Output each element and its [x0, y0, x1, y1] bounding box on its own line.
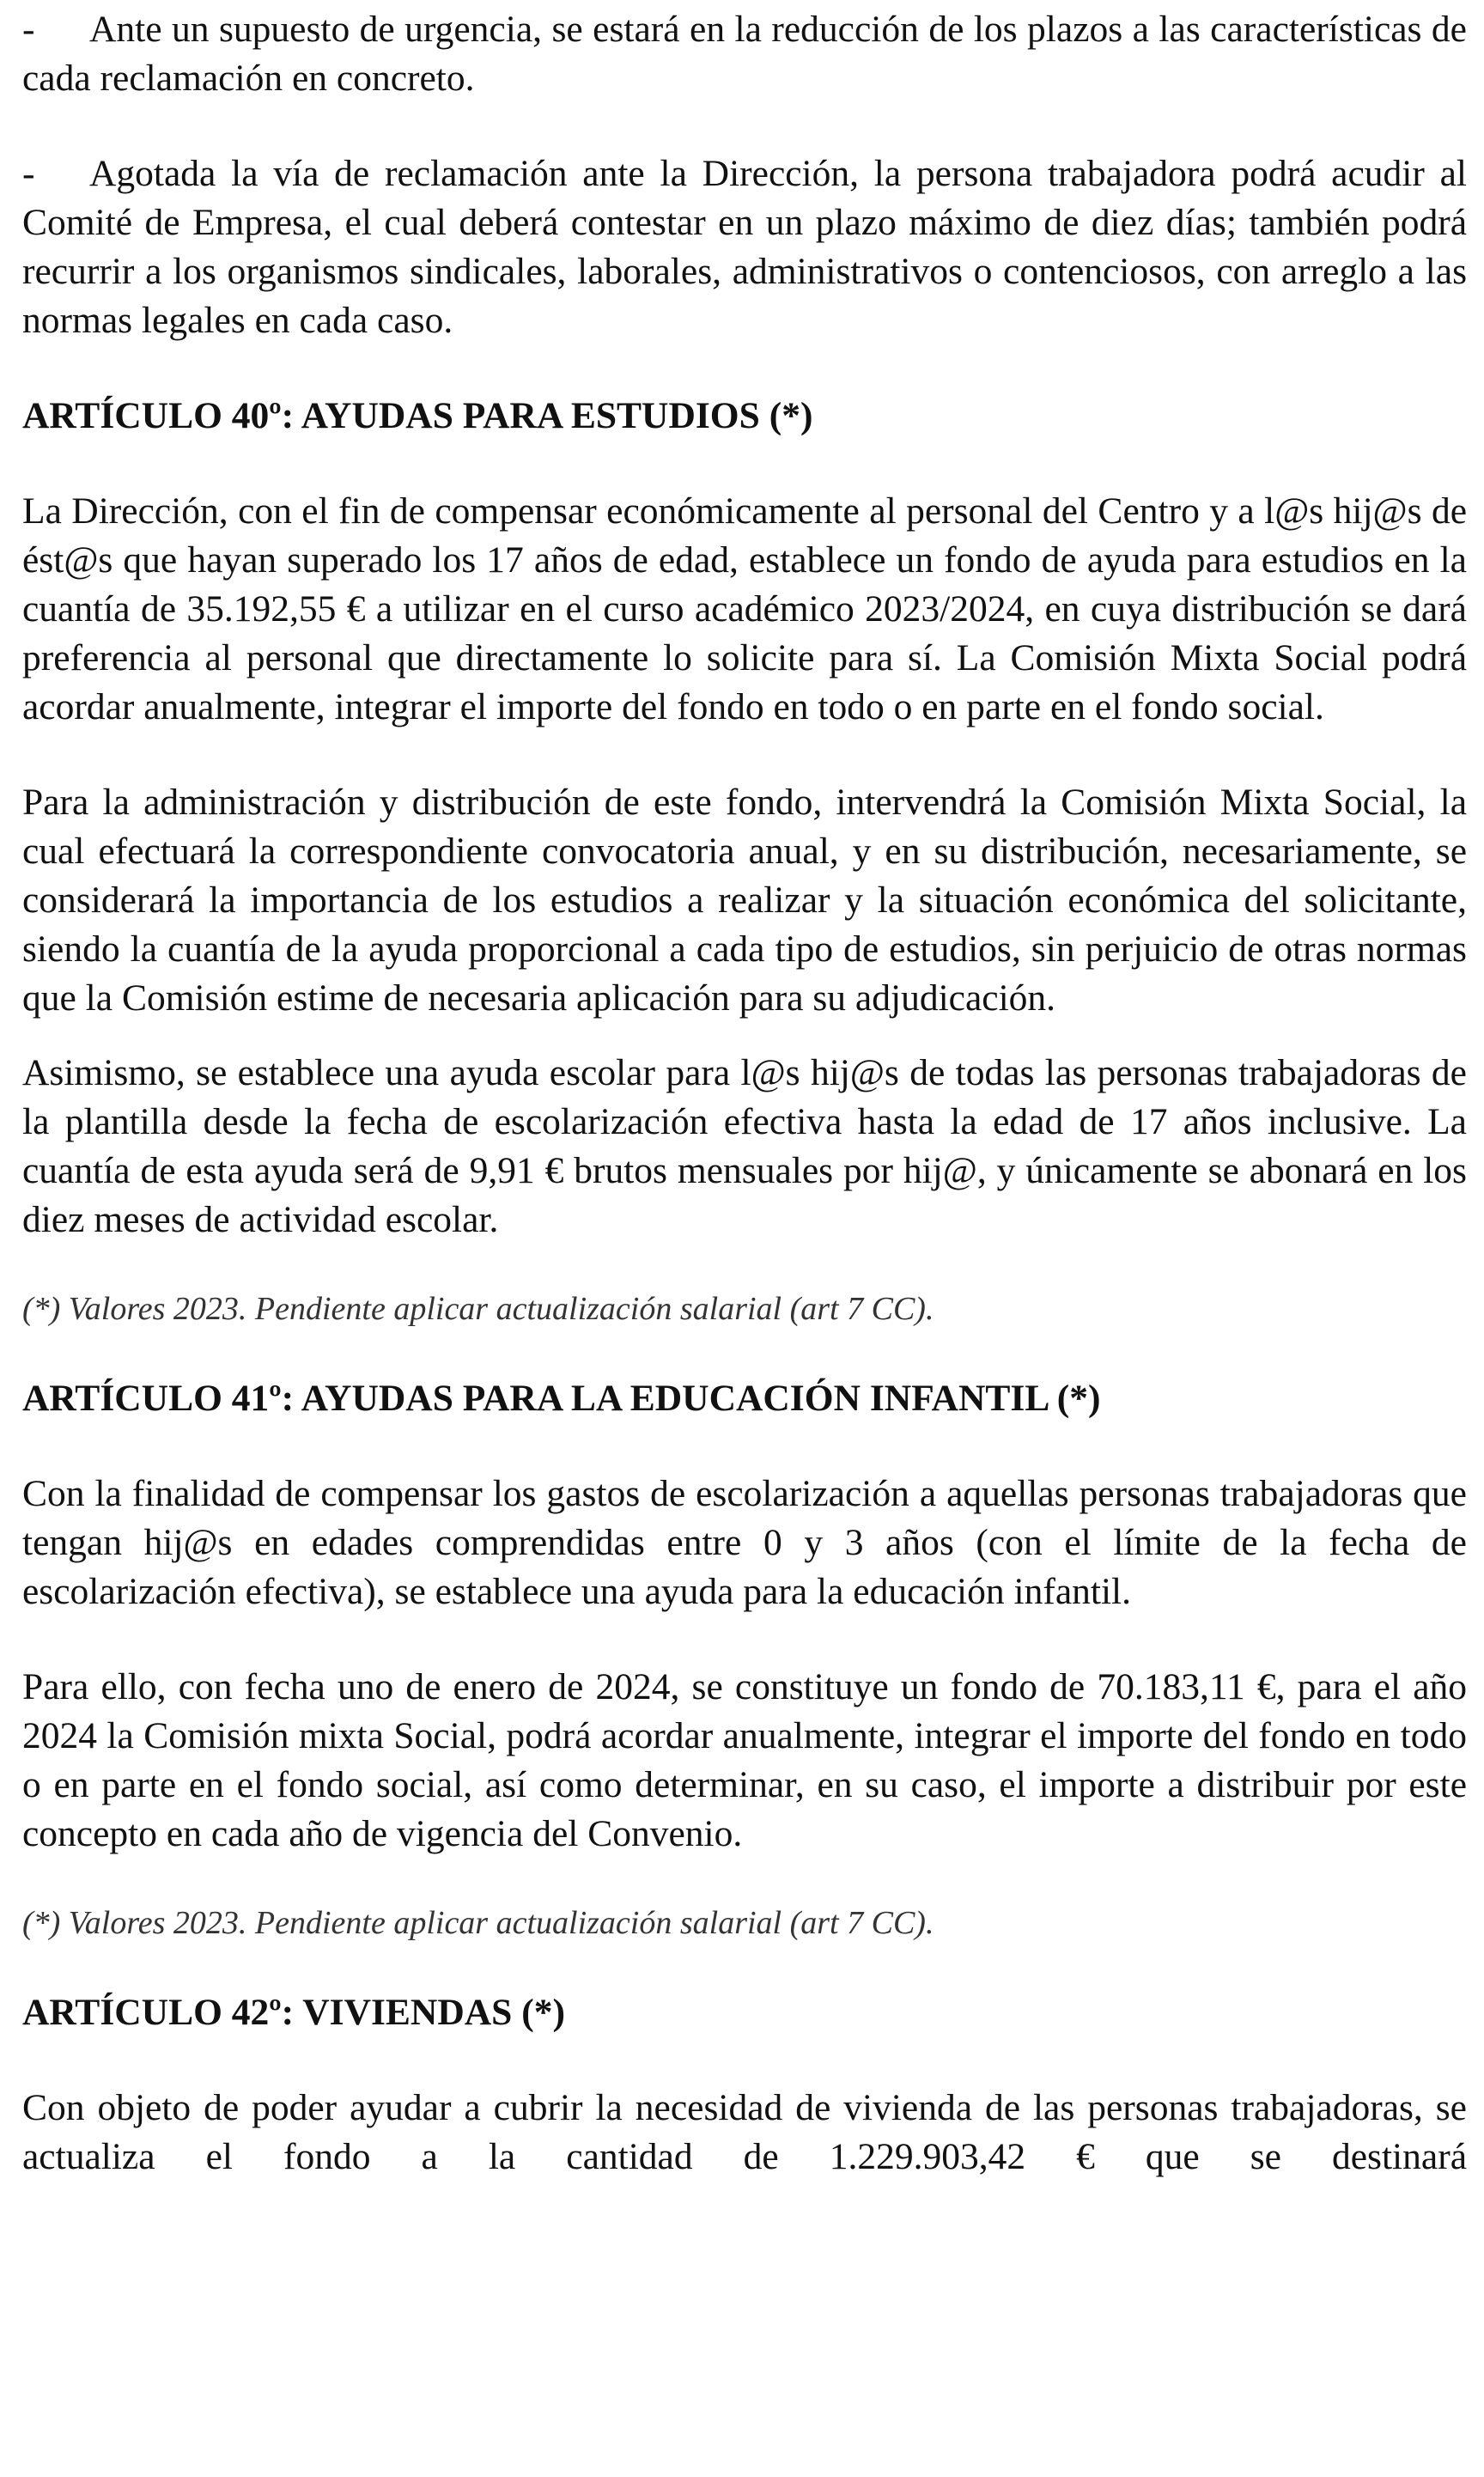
article-40-paragraph-1: La Dirección, con el fin de compensar económicamente al personal del Centro y a l@s hij@s de ést@s que hayan superado los 17 años de edad, establece un fondo de ayuda para estudios en la cuantía de 35.192,55 € a utilizar en el curso académico 2023/2024, en cuya distribución se dará preferencia al personal que directamente lo solicite para sí. La Comisión Mixta Social podrá acordar anualmente, integrar el importe del fondo en todo o en parte en el fondo social. — [22, 490, 1467, 727]
paragraph-claim-route-text: Agotada la vía de reclamación ante la Dirección, la persona trabajadora podrá acudir al Comité de Empresa, el cual deberá contestar en un plazo máximo de diez días; también podrá recurrir a los organismos sindicales, laborales, administrativos o contenciosos, con arreglo a las normas legales en cada caso. — [22, 153, 1467, 341]
article-40-note: (*) Valores 2023. Pendiente aplicar actualización salarial (art 7 CC). — [22, 1291, 934, 1327]
article-40-paragraph-2: Para la administración y distribución de este fondo, intervendrá la Comisión Mixta Social, la cual efectuará la correspondiente convocatoria anual, y en su distribución, necesariamente, se considerará la importancia de los estudios a realizar y la situación económica del solicitante, siendo la cuantía de la ayuda proporcional a cada tipo de estudios, sin perjuicio de otras normas que la Comisión estime de necesaria aplicación para su adjudicación. — [22, 782, 1467, 1019]
paragraph-claim-route — [22, 149, 1467, 345]
article-41-paragraph-2: Para ello, con fecha uno de enero de 2024, se constituye un fondo de 70.183,11 €, para el año 2024 la Comisión mixta Social, podrá acordar anualmente, integrar el importe del fondo en todo o en parte en el fondo social, así como determinar, en su caso, el importe a distribuir por este concepto en cada año de vigencia del Convenio. — [22, 1666, 1467, 1854]
heading-article-41: ARTÍCULO 41º: AYUDAS PARA LA EDUCACIÓN INFANTIL (*) — [22, 1378, 1101, 1419]
document-page — [22, 0, 1467, 2182]
paragraph-urgency-text: Ante un supuesto de urgencia, se estará en la reducción de los plazos a las características de cada reclamación en concreto. — [22, 9, 1467, 99]
article-40-paragraph-3: Asimismo, se establece una ayuda escolar para l@s hij@s de todas las personas trabajadoras de la plantilla desde la fecha de escolarización efectiva hasta la edad de 17 años inclusive. La cuantía de esta ayuda será de 9,91 € brutos mensuales por hij@, y únicamente se abonará en los diez meses de actividad escolar. — [22, 1052, 1467, 1240]
heading-article-42: ARTÍCULO 42º: VIVIENDAS (*) — [22, 1992, 565, 2033]
heading-article-40: ARTÍCULO 40º: AYUDAS PARA ESTUDIOS (*) — [22, 395, 813, 436]
article-41-paragraph-1: Con la finalidad de compensar los gastos de escolarización a aquellas personas trabajadoras que tengan hij@s en edades comprendidas entre 0 y 3 años (con el límite de la fecha de escolarización efectiva), se establece una ayuda para la educación infantil. — [22, 1473, 1467, 1612]
article-41-note: (*) Valores 2023. Pendiente aplicar actualización salarial (art 7 CC). — [22, 1905, 934, 1941]
paragraph-urgency — [22, 5, 1467, 103]
article-42-paragraph-1: Con objeto de poder ayudar a cubrir la necesidad de vivienda de las personas trabajadoras, se actualiza el fondo a la cantidad de 1.229.903,42 € que se destinará — [22, 2087, 1467, 2177]
list-dash: - — [22, 153, 35, 194]
list-dash: - — [22, 9, 35, 50]
